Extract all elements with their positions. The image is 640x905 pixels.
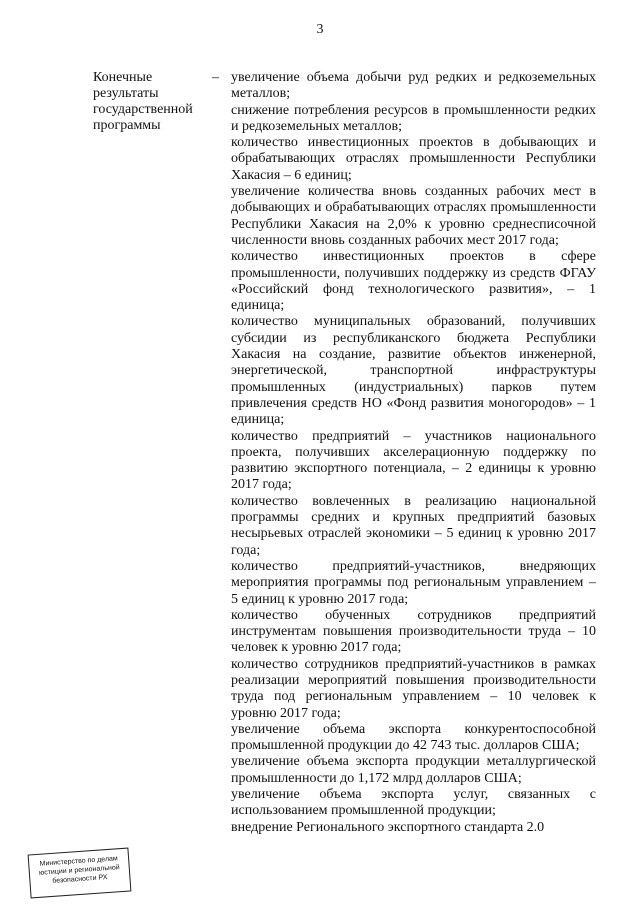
stamp-line: Министерство по делам bbox=[39, 855, 118, 868]
section-label-line: Конечные bbox=[93, 70, 153, 85]
stamp-line: юстиции и региональной bbox=[38, 864, 120, 877]
result-item: количество сотрудников предприятий-участников в рамках реализации мероприятий повышения производительности труда под региональным управлением – 10 человек к уровню 2017 года; bbox=[231, 656, 596, 721]
result-item: увеличение объема добычи руд редких и редкоземельных металлов; bbox=[231, 70, 596, 102]
page-number: 3 bbox=[316, 22, 324, 37]
result-item: количество предприятий-участников, внедряющих мероприятия программы под региональным управлением – 5 единиц к уровню 2017 года; bbox=[231, 558, 596, 607]
result-item: количество предприятий – участников национального проекта, получивших акселерационную поддержку по развитию экспортного потенциала, – 2 единицы к уровню 2017 года; bbox=[231, 428, 596, 493]
ministry-stamp bbox=[28, 848, 132, 899]
section-label-line: государственной bbox=[93, 102, 193, 117]
stamp-line: безопасности РХ bbox=[52, 874, 108, 885]
section-label-line: результаты bbox=[93, 86, 159, 101]
result-item: внедрение Регионального экспортного стандарта 2.0 bbox=[231, 819, 545, 835]
label-dash: – bbox=[212, 70, 219, 85]
result-item: количество инвестиционных проектов в добывающих и обрабатывающих отраслях промышленности Республики Хакасия – 6 единиц; bbox=[231, 135, 596, 183]
result-item: количество муниципальных образований, получивших субсидии из республиканского бюджета Республики Хакасия на создание, развитие объектов инженерной, энергетической, транспортной инфраструктуры промышленных (индустриальных) парков путем привлечения средств НО «Фонд развития моногородов» – 1 единица; bbox=[231, 314, 596, 428]
section-label-line: программы bbox=[93, 118, 161, 133]
section-label bbox=[93, 70, 213, 134]
result-item: количество обученных сотрудников предприятий инструментам повышения производительности труда – 10 человек к уровню 2017 года; bbox=[231, 607, 596, 656]
result-item: количество инвестиционных проектов в сфере промышленности, получивших поддержку из средств ФГАУ «Российский фонд технологического развития», – 1 единица; bbox=[231, 249, 596, 314]
result-item: снижение потребления ресурсов в промышленности редких и редкоземельных металлов; bbox=[231, 102, 596, 134]
result-item: увеличение количества вновь созданных рабочих мест в добывающих и обрабатывающих отраслях промышленности Республики Хакасия на 2,0% к уровню среднесписочной численности вновь созданных рабочих мест 2017 года; bbox=[231, 184, 596, 248]
results-list bbox=[231, 70, 596, 836]
result-item: увеличение объема экспорта услуг, связанных с использованием промышленной продукции; bbox=[231, 787, 596, 819]
result-item: увеличение объема экспорта конкурентоспособной промышленной продукции до 42 743 тыс. долларов США; bbox=[231, 721, 596, 754]
result-item: увеличение объема экспорта продукции металлургической промышленности до 1,172 млрд долларов США; bbox=[231, 754, 596, 786]
result-item: количество вовлеченных в реализацию национальной программы средних и крупных предприятий базовых несырьевых отраслей экономики – 5 единиц к уровню 2017 года; bbox=[231, 493, 596, 558]
